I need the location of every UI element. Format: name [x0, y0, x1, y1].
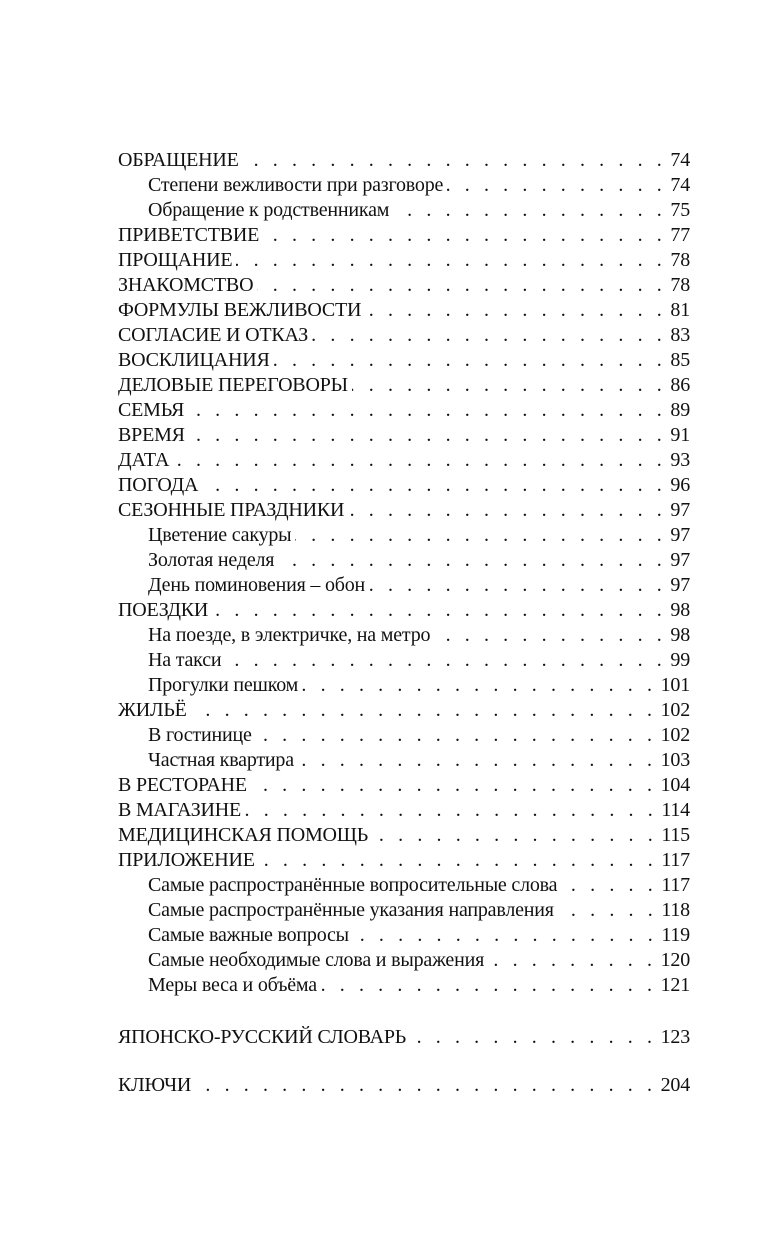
toc-entry-title: КЛЮЧИ [118, 1074, 192, 1096]
toc-entry [118, 348, 690, 373]
dot-leader [312, 323, 666, 348]
toc-page-number: 204 [660, 1074, 690, 1096]
dot-leader [189, 423, 667, 448]
dot-leader [256, 723, 657, 748]
toc-entry [118, 148, 690, 173]
dot-leader [195, 1073, 656, 1098]
toc-page-number: 123 [660, 1026, 690, 1048]
dot-leader [558, 898, 658, 923]
toc-entry [118, 423, 690, 448]
dot-leader [488, 948, 656, 973]
toc-page-number: 91 [670, 424, 690, 446]
toc-subentry [118, 548, 690, 573]
toc-entry [118, 448, 690, 473]
toc-entry [118, 498, 690, 523]
toc-page-number: 120 [660, 949, 690, 971]
toc-entry-title: День поминовения – обон [148, 574, 366, 596]
toc-entry-title: Частная квартира [148, 749, 294, 771]
toc-entry [118, 1073, 690, 1098]
toc-page-number: 103 [660, 749, 690, 771]
toc-entry [118, 223, 690, 248]
toc-entry [118, 473, 690, 498]
toc-entry [118, 598, 690, 623]
toc-entry [118, 248, 690, 273]
toc-entry-title: ПОГОДА [118, 474, 199, 496]
dot-leader [263, 223, 666, 248]
dot-leader [191, 698, 657, 723]
toc-entry-title: ФОРМУЛЫ ВЕЖЛИВОСТИ [118, 299, 362, 321]
dot-leader [188, 398, 666, 423]
toc-entry-title: На такси [148, 649, 222, 671]
dot-leader [278, 548, 666, 573]
dot-leader [447, 173, 666, 198]
dot-leader [352, 373, 667, 398]
toc-page-number: 114 [661, 799, 690, 821]
toc-page-number: 98 [670, 624, 690, 646]
toc-page-number: 101 [660, 674, 690, 696]
toc-entry-title: СЕМЬЯ [118, 399, 185, 421]
toc-entry-title: ПОЕЗДКИ [118, 599, 209, 621]
toc-page-number: 97 [670, 574, 690, 596]
toc-page-number: 85 [670, 349, 690, 371]
toc-page-number: 78 [670, 274, 690, 296]
dot-leader [369, 573, 666, 598]
toc-page-number: 117 [661, 849, 690, 871]
toc-page-number: 104 [660, 774, 690, 796]
toc-subentry [118, 573, 690, 598]
toc-page-number: 77 [670, 224, 690, 246]
toc-subentry [118, 673, 690, 698]
dot-leader [257, 273, 666, 298]
toc-page-number: 81 [670, 299, 690, 321]
toc-page-number: 102 [660, 699, 690, 721]
toc-entry-title: Обращение к родственникам [148, 199, 390, 221]
toc-entry [118, 773, 690, 798]
toc-page-number: 86 [670, 374, 690, 396]
dot-leader [372, 823, 657, 848]
toc-entry-title: В РЕСТОРАНЕ [118, 774, 247, 796]
toc-entry-title: ПРОЩАНИЕ [118, 249, 233, 271]
toc-entry [118, 273, 690, 298]
toc-entry-title: Самые важные вопросы [148, 924, 349, 946]
toc-page-number: 121 [660, 974, 690, 996]
toc-page-number: 74 [670, 174, 690, 196]
toc-page-number: 97 [670, 499, 690, 521]
toc-subentry [118, 523, 690, 548]
dot-leader [434, 623, 666, 648]
toc-subentry [118, 973, 690, 998]
toc-subentry [118, 948, 690, 973]
toc-subentry [118, 198, 690, 223]
toc-entry-title: В МАГАЗИНЕ [118, 799, 242, 821]
toc-page-number: 93 [670, 449, 690, 471]
toc-entry-title: Меры веса и объёма [148, 974, 317, 996]
toc-entry-title: ЖИЛЬЁ [118, 699, 187, 721]
dot-leader [365, 298, 666, 323]
toc-subentry [118, 923, 690, 948]
toc-page-number: 75 [670, 199, 690, 221]
toc-entry-title: Цветение сакуры [148, 524, 292, 546]
toc-entry-title: МЕДИЦИНСКАЯ ПОМОЩЬ [118, 824, 369, 846]
toc-page-number: 96 [670, 474, 690, 496]
toc-entry-title: Прогулки пешком [148, 674, 299, 696]
toc-entry [118, 798, 690, 823]
toc-page-number: 102 [660, 724, 690, 746]
toc-entry-title: На поезде, в электричке, на метро [148, 624, 431, 646]
dot-leader [348, 498, 666, 523]
toc-entry-title: ПРИЛОЖЕНИЕ [118, 849, 255, 871]
dot-leader [173, 448, 666, 473]
toc-subentry [118, 648, 690, 673]
toc-entry-title: Самые распространённые вопросительные слова [148, 874, 558, 896]
toc-page-number: 74 [670, 149, 690, 171]
dot-leader [259, 848, 658, 873]
toc-subentry [118, 723, 690, 748]
toc-entry [118, 823, 690, 848]
toc-entry-title: ЯПОНСКО-РУССКИЙ СЛОВАРЬ [118, 1026, 407, 1048]
toc-entry-title: ПРИВЕТСТВИЕ [118, 224, 260, 246]
toc-entry-title: Золотая неделя [148, 549, 275, 571]
toc-entry-title: ЗНАКОМСТВО [118, 274, 254, 296]
dot-leader [353, 923, 657, 948]
dot-leader [202, 473, 666, 498]
toc-page-number: 89 [670, 399, 690, 421]
dot-leader [561, 873, 657, 898]
toc-page-number: 98 [670, 599, 690, 621]
toc-entry [118, 1025, 690, 1050]
dot-leader [295, 523, 666, 548]
toc-page-number: 99 [670, 649, 690, 671]
dot-leader [251, 773, 657, 798]
toc-page-number: 115 [661, 824, 690, 846]
toc-page-number: 97 [670, 549, 690, 571]
toc-entry-title: СОГЛАСИЕ И ОТКАЗ [118, 324, 309, 346]
dot-leader [212, 598, 666, 623]
toc-page-number: 97 [670, 524, 690, 546]
toc-subentry [118, 173, 690, 198]
toc-entry-title: ДАТА [118, 449, 170, 471]
toc-entry-title: СЕЗОННЫЕ ПРАЗДНИКИ [118, 499, 345, 521]
toc-entry-title: В гостинице [148, 724, 252, 746]
toc-subentry [118, 623, 690, 648]
dot-leader [298, 748, 657, 773]
toc-entry [118, 698, 690, 723]
toc-subentry [118, 873, 690, 898]
toc-entry-title: ОБРАЩЕНИЕ [118, 149, 239, 171]
toc-entry-title: ДЕЛОВЫЕ ПЕРЕГОВОРЫ [118, 374, 348, 396]
toc-subentry [118, 748, 690, 773]
toc-page-number: 78 [670, 249, 690, 271]
toc-page-number: 117 [661, 874, 690, 896]
dot-leader [243, 148, 667, 173]
dot-leader [321, 973, 657, 998]
dot-leader [245, 798, 657, 823]
toc-entry [118, 323, 690, 348]
toc-entry [118, 298, 690, 323]
dot-leader [225, 648, 666, 673]
toc-entry [118, 373, 690, 398]
toc-entry [118, 848, 690, 873]
dot-leader [302, 673, 656, 698]
toc-entry-title: ВОСКЛИЦАНИЯ [118, 349, 270, 371]
table-of-contents [118, 148, 690, 1098]
dot-leader [236, 248, 666, 273]
dot-leader [410, 1025, 657, 1050]
toc-page-number: 118 [661, 899, 690, 921]
toc-entry-title: ВРЕМЯ [118, 424, 185, 446]
dot-leader [393, 198, 666, 223]
dot-leader [274, 348, 667, 373]
toc-subentry [118, 898, 690, 923]
toc-page-number: 119 [661, 924, 690, 946]
toc-entry-title: Степени вежливости при разговоре [148, 174, 444, 196]
toc-page-number: 83 [670, 324, 690, 346]
toc-entry-title: Самые распространённые указания направления [148, 899, 554, 921]
toc-entry [118, 398, 690, 423]
toc-entry-title: Самые необходимые слова и выражения [148, 949, 485, 971]
